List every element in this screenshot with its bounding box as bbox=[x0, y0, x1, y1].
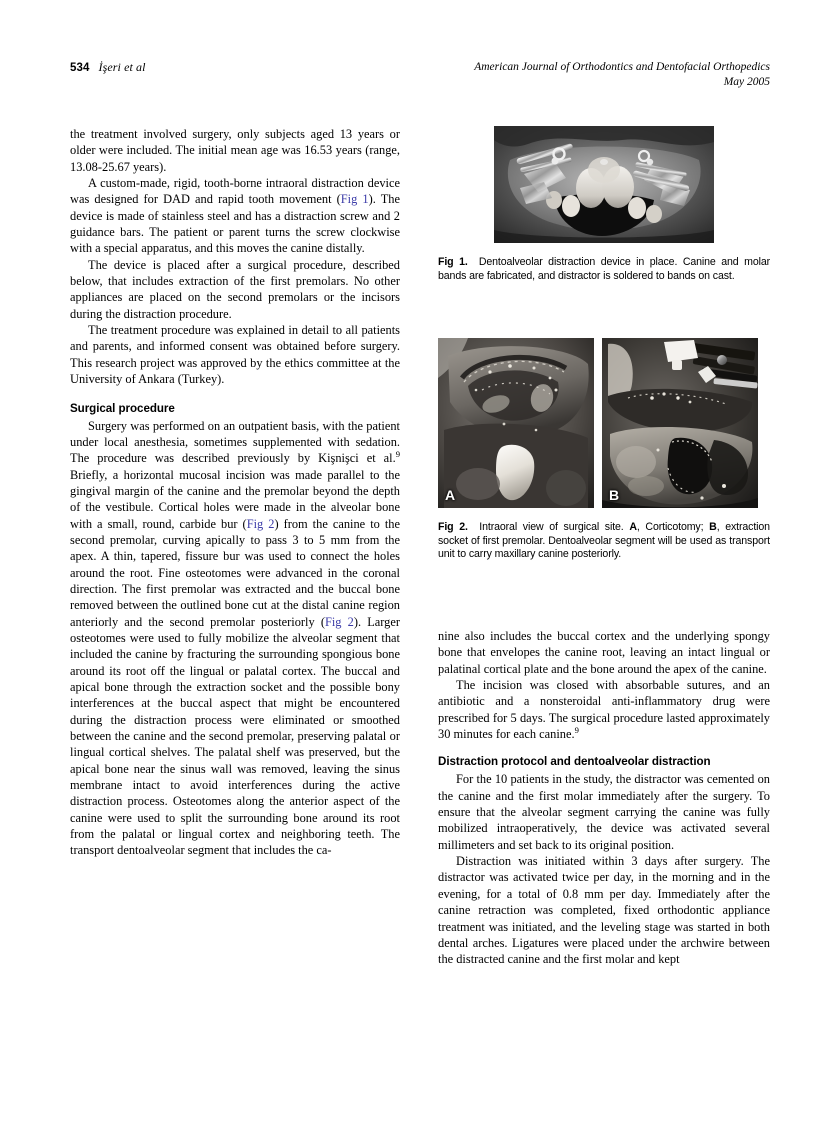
figure-reference-fig2[interactable]: Fig 2 bbox=[324, 614, 354, 629]
figure-2-panel-b-image bbox=[602, 338, 758, 508]
figure-1-caption-text: Dentoalveolar distraction device in place. Canine and molar bands are fabricated, and distractor is soldered to bands on cast. bbox=[438, 256, 770, 282]
figure-2-panel-row bbox=[438, 338, 770, 508]
citation-reference[interactable]: 9 bbox=[574, 724, 579, 735]
journal-title: American Journal of Orthodontics and Dentofacial Orthopedics bbox=[474, 61, 770, 73]
figure-2-panel-a-ref: A bbox=[629, 521, 637, 533]
paragraph-text: Briefly, a horizontal mucosal incision was made parallel to the gingival margin of the canine and the premolar beyond the depth of the vestibule. Cortical holes were made in the alveolar bone with a small, round, carbide bur ( bbox=[70, 467, 400, 531]
left-text-column bbox=[70, 126, 400, 859]
figure-2-panel-b-letter: B bbox=[609, 487, 620, 503]
page-number: 534 bbox=[70, 62, 90, 74]
paragraph-text: Surgery was performed on an outpatient basis, with the patient under local anesthesia, sometimes supplemented with sedation. The procedure was described previously by Kişnişci et al. bbox=[70, 418, 400, 466]
figure-2 bbox=[438, 338, 770, 562]
figure-2-caption-text: , extraction socket of first premolar. Dentoalveolar segment will be used as transport unit to carry maxillary canine posteriorly. bbox=[438, 521, 770, 561]
figure-1-image bbox=[494, 126, 714, 243]
paragraph-text: The incision was closed with absorbable sutures, and an antibiotic and a nonsteroidal anti-inflammatory drug were prescribed for 5 days. The surgical procedure lasted approximately 30 minutes for each canine. bbox=[438, 678, 770, 742]
figure-1 bbox=[438, 126, 770, 283]
running-head-left bbox=[70, 60, 146, 75]
paragraph-text: ). The device is made of stainless steel and has a distraction screw and 2 guidance bars. The patient or parent turns the screw clockwise with a special apparatus, and this moves the canine distally. bbox=[70, 192, 400, 256]
running-head-authors: İşeri et al bbox=[98, 60, 146, 74]
figure-reference-fig2[interactable]: Fig 2 bbox=[246, 516, 275, 531]
surgical-photograph-extraction-socket-icon bbox=[602, 338, 758, 508]
intraoral-photograph-distraction-device-icon bbox=[494, 126, 714, 243]
paragraph: nine also includes the buccal cortex and the underlying spongy bone that envelopes the canine root, leaving an intact lingual or palatinal cortical plate and the bone around the apex of the canine. bbox=[438, 629, 770, 676]
right-text-column bbox=[438, 628, 770, 968]
running-head bbox=[70, 60, 770, 100]
figure-2-panel-b-ref: B bbox=[709, 521, 717, 533]
figure-2-panel-a-image bbox=[438, 338, 594, 508]
running-head-right bbox=[474, 60, 770, 90]
figure-1-caption bbox=[438, 256, 770, 283]
figure-1-label: Fig 1. bbox=[438, 256, 468, 268]
paragraph-text: ). Larger osteotomes were used to fully mobilize the alveolar segment that included the canine by fracturing the surrounding spongious bone around its root off the lingual or palatal cortex. The buccal and apical bone through the extraction socket and the possible bony interferences at the buccal aspect that might be encountered during the distraction process were eliminated or smoothed between the canine and the second premolar, preserving palatal or lingual cortical shelves. The palatal shelf was preserved, but the apical bone near the sinus wall was removed, leaving the sinus membrane intact to avoid interferences during the active distraction process. Osteotomes along the anterior aspect of the canine were used to split the surrounding bone around its root from the palatal or lingual cortex and neighboring teeth. The transport dentoalveolar segment that includes the ca- bbox=[70, 614, 400, 858]
section-heading-surgical-procedure: Surgical procedure bbox=[70, 401, 175, 415]
figure-2-caption-text: Intraoral view of surgical site. bbox=[479, 521, 630, 533]
issue-date: May 2005 bbox=[723, 76, 770, 88]
surgical-photograph-corticotomy-icon bbox=[438, 338, 594, 508]
paragraph: The device is placed after a surgical procedure, described below, that includes extraction of the first premolars. No other appliances are placed on the second premolars or the incisors during the distraction procedure. bbox=[70, 257, 400, 321]
paragraph bbox=[70, 175, 400, 257]
paragraph-text: A custom-made, rigid, tooth-borne intraoral distraction device was designed for DAD and rapid tooth movement ( bbox=[70, 176, 400, 207]
paragraph bbox=[438, 677, 770, 742]
figure-reference-fig1[interactable]: Fig 1 bbox=[340, 192, 369, 207]
citation-reference[interactable]: 9 bbox=[395, 449, 400, 460]
figure-2-caption bbox=[438, 521, 770, 562]
paragraph: Distraction was initiated within 3 days after surgery. The distractor was activated twice per day, in the morning and in the evening, for a total of 0.8 mm per day. Immediately after the canine retraction was completed, fixed orthodontic appliance treatment was initiated, and the leveling stage was started in both dental arches. Ligatures were placed under the archwire between the distracted canine and the first molar and kept bbox=[438, 854, 770, 967]
paragraph: the treatment involved surgery, only subjects aged 13 years or older were included. The initial mean age was 16.53 years (range, 13.08-25.67 years). bbox=[70, 127, 400, 174]
paragraph: The treatment procedure was explained in detail to all patients and parents, and informed consent was obtained before surgery. This research project was approved by the ethics committee at the University of Ankara (Turkey). bbox=[70, 323, 400, 387]
figure-2-label: Fig 2. bbox=[438, 521, 468, 533]
section-heading-distraction-protocol: Distraction protocol and dentoalveolar distraction bbox=[438, 755, 711, 769]
paragraph: For the 10 patients in the study, the distractor was cemented on the canine and the first molar immediately after the surgery. To ensure that the alveolar segment carrying the canine was fully mobilized intraoperatively, the device was activated several millimeters and set back to its original position. bbox=[438, 772, 770, 852]
figure-2-caption-text: , Corticotomy; bbox=[636, 521, 710, 533]
paragraph-text: ) from the canine to the second premolar, curving apically to pass 3 to 5 mm from the apex. A thin, tapered, fissure bur was used to connect the holes around the root. Fine osteotomes were advanced in the coronal direction. The first premolar was extracted and the buccal bone removed between the outlined bone cut at the distal canine region anteriorly and the second premolar posteriorly ( bbox=[70, 516, 400, 629]
paragraph bbox=[70, 418, 400, 859]
figure-2-panel-a-letter: A bbox=[445, 487, 456, 503]
